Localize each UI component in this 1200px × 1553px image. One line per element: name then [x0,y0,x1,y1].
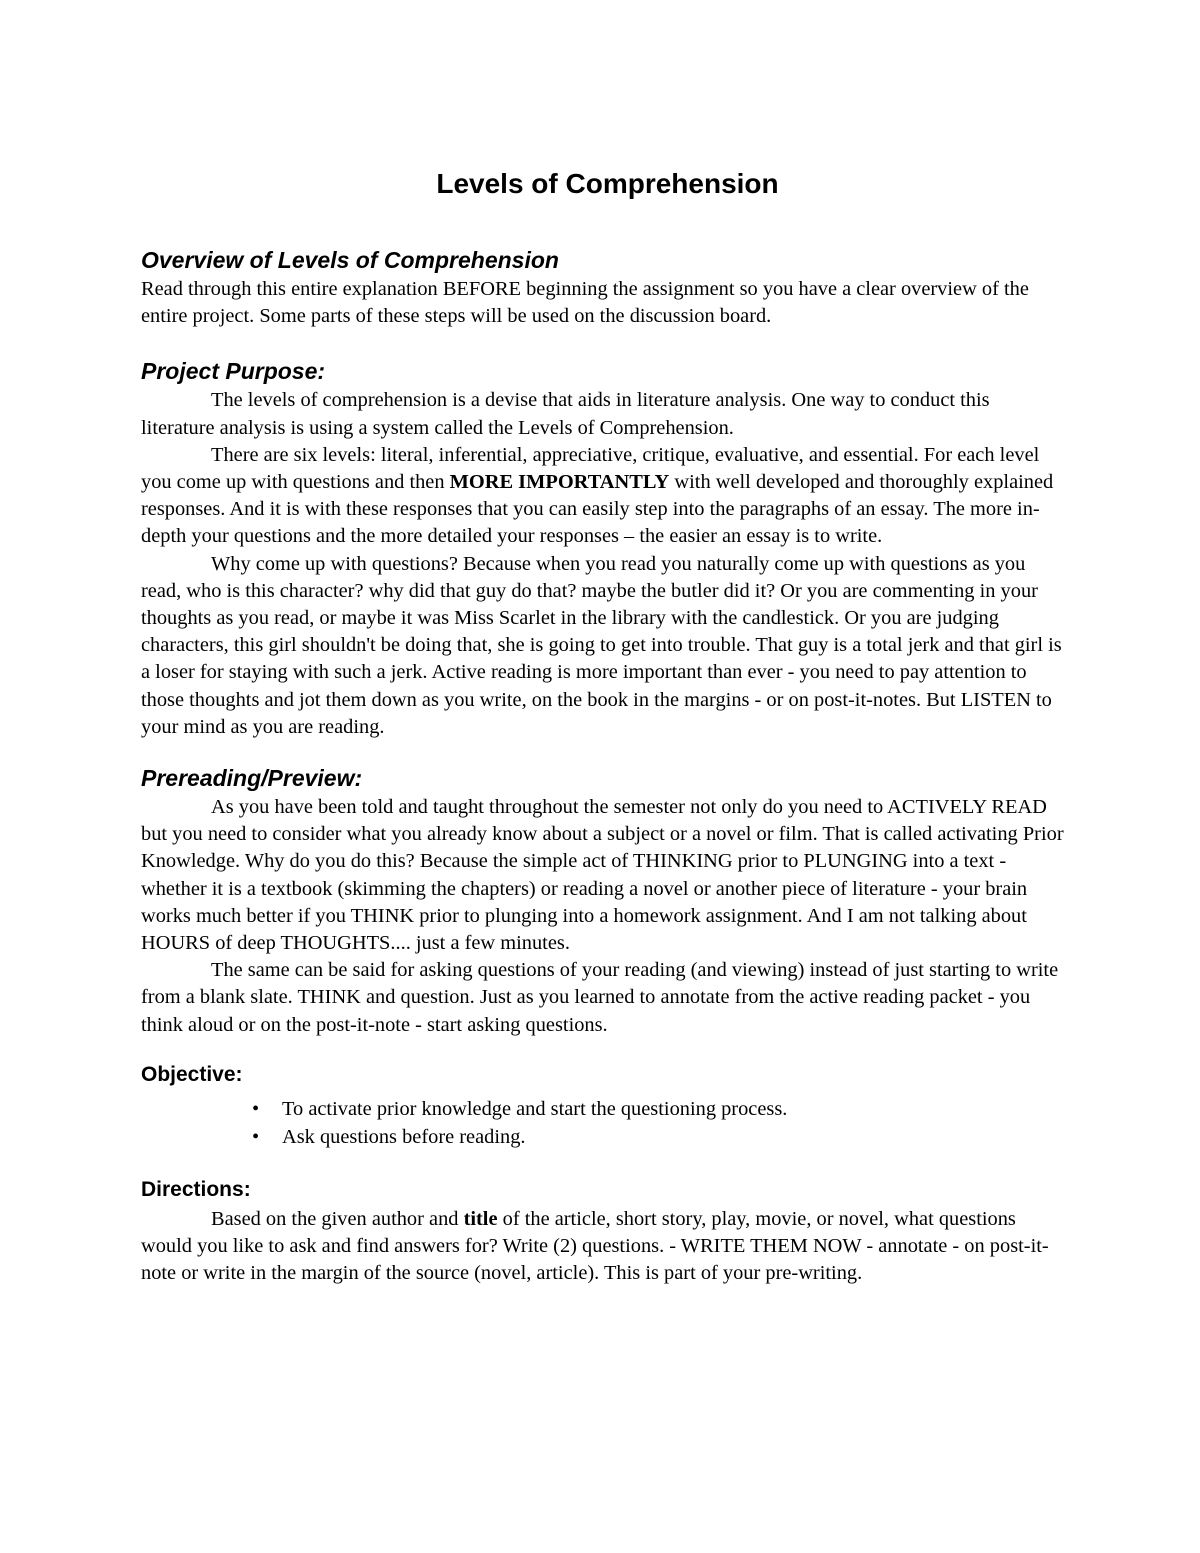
bullet-icon: • [252,1126,260,1149]
directions-paragraph-end: of the article, short story, play, movie, or novel, what questions would you like to ask and find answers for? Write (2) questions. - WRITE THEM NOW - annotate - on post-it-note or write in the margin of the source (novel, article). This is part of your pre-writing. [141,1207,1049,1285]
bullet-icon: • [252,1097,260,1120]
purpose-paragraph-2 [141,442,1066,551]
directions-heading: Directions: [141,1177,251,1201]
more-importantly-emphasis: MORE IMPORTANTLY [449,471,670,494]
purpose-paragraph-1: The levels of comprehension is a devise that aids in literature analysis. One way to conduct this literature analysis is using a system called the Levels of Comprehension. [141,389,990,439]
overview-paragraph: Read through this entire explanation BEFORE beginning the assignment so you have a clear overview of the entire project. Some parts of these steps will be used on the discussion board. [141,278,1029,328]
directions-paragraph [141,1206,1066,1288]
objective-item [251,1123,1066,1152]
title-emphasis: title [463,1207,498,1230]
objective-heading: Objective: [141,1062,243,1086]
objective-list [141,1095,1066,1152]
objective-section [141,1059,1066,1152]
document-title: Levels of Comprehension [436,168,779,199]
prereading-paragraph-2: The same can be said for asking questions of your reading (and viewing) instead of just starting to write from a blank slate. THINK and question. Just as you learned to annotate from the active reading packet - you think aloud or on the post-it-note - start asking questions. [141,959,1059,1036]
objective-item-text: Ask questions before reading. [282,1126,526,1149]
purpose-paragraph-3: Why come up with questions? Because when you read you naturally come up with questions as you read, who is this character? why did that guy do that? maybe the butler did it? Or you are commenting in your thoughts as you read, or maybe it was Miss Scarlet in the library with the candlestick. Or you are judging characters, this girl shouldn't be doing that, she is going to get into trouble. That guy is a total jerk and that girl is a loser for staying with such a jerk. Active reading is more important than ever - you need to pay attention to those thoughts and jot them down as you write, on the book in the margins - or on post-it-notes. But LISTEN to your mind as you are reading. [141,552,1062,738]
overview-section [141,244,1066,330]
objective-item [251,1095,1066,1124]
overview-heading: Overview of Levels of Comprehension [141,247,559,273]
project-purpose-section [141,355,1066,741]
project-purpose-heading: Project Purpose: [141,358,326,385]
purpose-paragraph-2-end: with well developed and thoroughly explained responses. And it is with these responses that you can easily step into the paragraphs of an essay. The more in-depth your questions and the more detailed your responses – the easier an essay is to write. [141,471,1054,548]
prereading-paragraph-1: As you have been told and taught throughout the semester not only do you need to ACTIVELY READ but you need to consider what you already know about a subject or a novel or film. That is called activating Prior Knowledge. Why do you do this? Because the simple act of THINKING prior to PLUNGING into a text - whether it is a textbook (skimming the chapters) or reading a novel or another piece of literature - your brain works much better if you THINK prior to plunging into a homework assignment. And I am not talking about HOURS of deep THOUGHTS.... just a few minutes. [141,796,1064,955]
directions-section [141,1174,1066,1288]
objective-item-text: To activate prior knowledge and start the questioning process. [282,1097,788,1120]
document-page [141,162,1066,1287]
purpose-paragraph-2-start: There are six levels: literal, inferential, appreciative, critique, evaluative, and essential. For each level you come up with questions and then [141,443,1040,494]
directions-paragraph-start: Based on the given author and [211,1207,464,1230]
prereading-section [141,762,1066,1039]
prereading-heading: Prereading/Preview: [141,765,363,792]
